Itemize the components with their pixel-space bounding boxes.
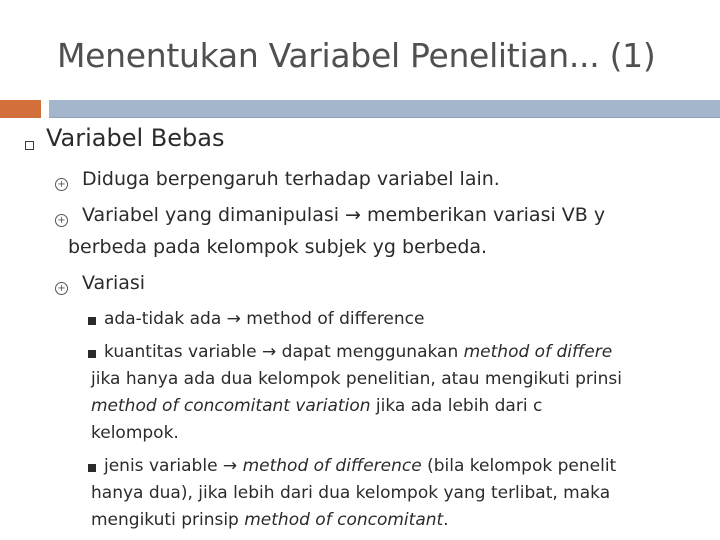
sub-point-3-line-1: jenis variable → method of difference (bila kelompok penelit	[104, 456, 617, 476]
circle-bullet-icon: +	[55, 178, 68, 191]
point-1: Diduga berpengaruh terhadap variabel lain.	[82, 168, 500, 190]
filled-square-bullet-icon	[88, 317, 96, 325]
circle-bullet-icon: +	[55, 282, 68, 295]
sub-point-2-line-2: jika hanya ada dua kelompok penelitian, atau mengikuti prinsi	[91, 369, 622, 389]
sub-point-2-line-4: kelompok.	[91, 423, 179, 443]
slide-title: Menentukan Variabel Penelitian... (1)	[57, 36, 656, 75]
circle-bullet-icon: +	[55, 214, 68, 227]
accent-bar-orange	[0, 100, 41, 118]
accent-bar-line	[49, 117, 720, 118]
point-3: Variasi	[82, 272, 146, 294]
sub-point-1: ada-tidak ada → method of difference	[104, 309, 425, 329]
sub-point-3-line-3: mengikuti prinsip method of concomitant.	[91, 510, 449, 530]
heading-variabel-bebas: Variabel Bebas	[46, 124, 225, 152]
sub-point-2-line-3: method of concomitant variation jika ada lebih dari c	[91, 396, 543, 416]
accent-bar-blue	[49, 100, 720, 118]
square-bullet-icon	[25, 141, 34, 150]
filled-square-bullet-icon	[88, 464, 96, 472]
sub-point-3-line-2: hanya dua), jika lebih dari dua kelompok yang terlibat, maka	[91, 483, 611, 503]
filled-square-bullet-icon	[88, 350, 96, 358]
point-2-line-2: berbeda pada kelompok subjek yg berbeda.	[68, 236, 488, 258]
sub-point-2-line-1: kuantitas variable → dapat menggunakan method of differe	[104, 342, 613, 362]
point-2-line-1: Variabel yang dimanipulasi → memberikan variasi VB y	[82, 204, 606, 226]
